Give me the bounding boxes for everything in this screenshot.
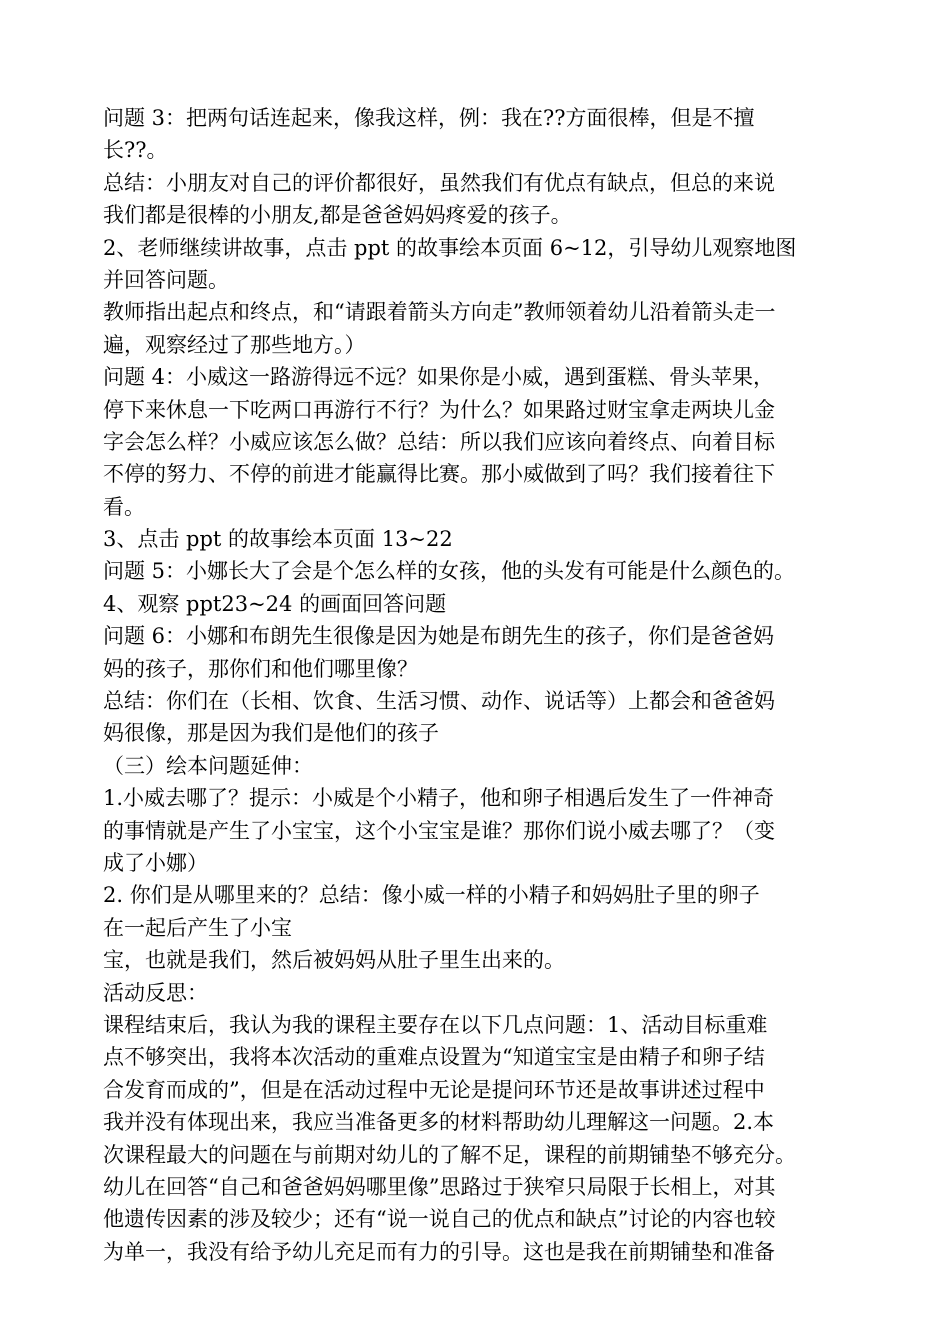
text-line: 我们都是很棒的小朋友,都是爸爸妈妈疼爱的孩子。 — [103, 203, 572, 228]
text-line: 问题 3：把两句话连起来，像我这样，例：我在??方面很棒，但是不擅 — [103, 106, 755, 130]
text-line: 停下来休息一下吃两口再游行不行？为什么？如果路过财宝拿走两块儿金 — [103, 397, 775, 422]
text-line: 我并没有体现出来，我应当准备更多的材料帮助幼儿理解这一问题。2.本 — [103, 1110, 775, 1135]
text-line: 2、老师继续讲故事，点击 ppt 的故事绘本页面 6~12，引导幼儿观察地图 — [103, 235, 797, 260]
text-line: 长??。 — [103, 138, 168, 163]
text-line: 活动反思： — [103, 980, 208, 1005]
text-line: 并回答问题。 — [103, 267, 229, 292]
text-line: 教师指出起点和终点，和“请跟着箭头方向走”教师领着幼儿沿着箭头走一 — [103, 300, 776, 325]
text-line: 问题 5：小娜长大了会是个怎么样的女孩，他的头发有可能是什么颜色的。 — [103, 559, 796, 584]
text-line: 次课程最大的问题在与前期对幼儿的了解不足，课程的前期铺垫不够充分。 — [103, 1142, 796, 1167]
text-line: 2. 你们是从哪里来的？总结：像小威一样的小精子和妈妈肚子里的卵子 — [103, 883, 760, 908]
text-line: 成了小娜） — [103, 850, 208, 875]
text-line: 字会怎么样？小威应该怎么做？总结：所以我们应该向着终点、向着目标 — [103, 429, 775, 454]
text-line: 3、点击 ppt 的故事绘本页面 13~22 — [103, 527, 453, 552]
text-line: 妈的孩子，那你们和他们哪里像？ — [103, 656, 418, 681]
text-line: 他遗传因素的涉及较少；还有“说一说自己的优点和缺点”讨论的内容也较 — [103, 1207, 776, 1232]
text-line: （三）绘本问题延伸： — [103, 753, 313, 778]
text-line: 总结：你们在（长相、饮食、生活习惯、动作、说话等）上都会和爸爸妈 — [103, 689, 775, 714]
text-line: 总结：小朋友对自己的评价都很好，虽然我们有优点有缺点，但总的来说 — [103, 170, 775, 195]
text-line: 在一起后产生了小宝 — [103, 915, 292, 940]
text-line: 问题 6：小娜和布朗先生很像是因为她是布朗先生的孩子，你们是爸爸妈 — [103, 624, 775, 649]
text-line: 看。 — [103, 494, 145, 519]
text-line: 妈很像，那是因为我们是他们的孩子 — [103, 721, 439, 746]
body-text — [103, 102, 863, 1268]
text-line: 宝，也就是我们，然后被妈妈从肚子里生出来的。 — [103, 948, 565, 973]
text-line: 为单一，我没有给予幼儿充足而有力的引导。这也是我在前期铺垫和准备 — [103, 1239, 775, 1264]
text-line: 课程结束后，我认为我的课程主要存在以下几点问题：1、活动目标重难 — [103, 1012, 768, 1037]
text-line: 幼儿在回答“自己和爸爸妈妈哪里像”思路过于狭窄只局限于长相上，对其 — [103, 1174, 776, 1199]
text-line: 遍，观察经过了那些地方。） — [103, 332, 366, 357]
text-line: 合发育而成的”，但是在活动过程中无论是提问环节还是故事讲述过程中 — [103, 1077, 765, 1102]
text-line: 4、观察 ppt23~24 的画面回答问题 — [103, 591, 447, 616]
text-line: 点不够突出，我将本次活动的重难点设置为“知道宝宝是由精子和卵子结 — [103, 1045, 765, 1070]
text-line: 不停的努力、不停的前进才能赢得比赛。那小威做到了吗？我们接着往下 — [103, 462, 775, 487]
text-line: 的事情就是产生了小宝宝，这个小宝宝是谁？那你们说小威去哪了？（变 — [103, 818, 775, 843]
text-line: 1.小威去哪了？提示：小威是个小精子，他和卵子相遇后发生了一件神奇 — [103, 786, 775, 811]
text-line: 问题 4：小威这一路游得远不远？如果你是小威，遇到蛋糕、骨头苹果， — [103, 365, 775, 390]
